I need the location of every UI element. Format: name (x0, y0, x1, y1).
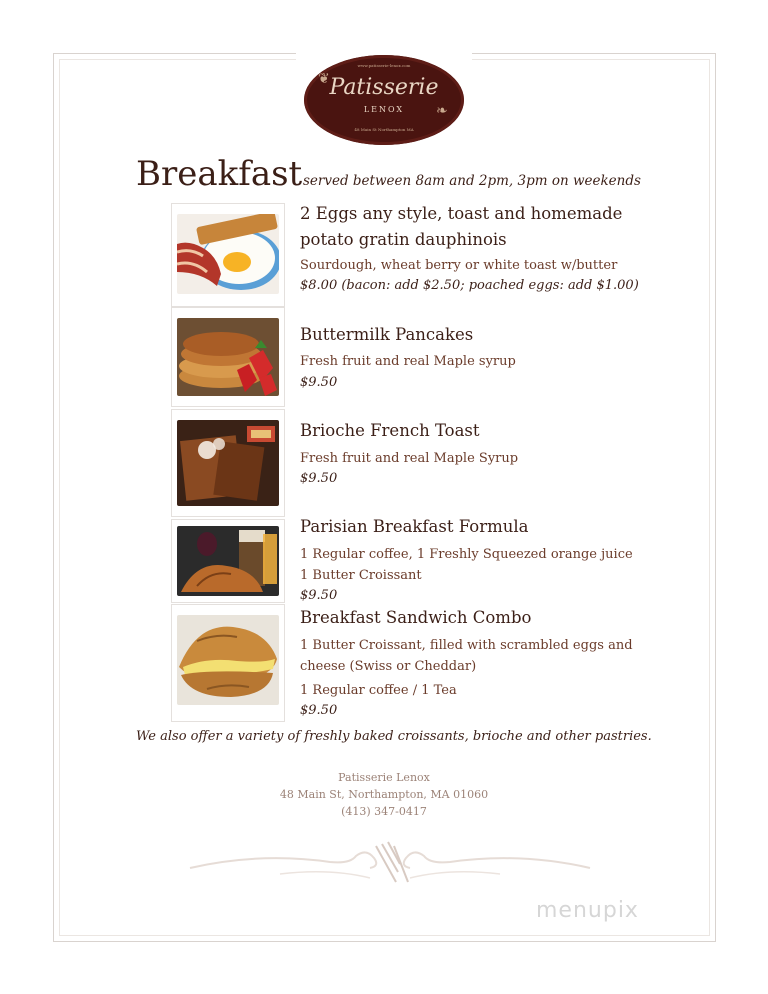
item-price: $8.00 (bacon: add $2.50; poached eggs: add $1.00) (300, 278, 639, 293)
logo-top-text: www.patisserie-lenox.com (357, 63, 411, 68)
item-name: Brioche French Toast (300, 421, 480, 440)
page-title: Breakfast (136, 154, 303, 194)
pastries-note: We also offer a variety of freshly baked croissants, brioche and other pastries. (136, 729, 652, 744)
item-price: $9.50 (300, 703, 338, 718)
french-toast-photo (171, 409, 285, 517)
patisserie-logo (304, 55, 464, 145)
item-description: cheese (Swiss or Cheddar) (300, 659, 477, 674)
item-name: Parisian Breakfast Formula (300, 517, 529, 536)
item-price: $9.50 (300, 375, 338, 390)
page-subtitle: served between 8am and 2pm, 3pm on weekends (303, 173, 641, 189)
croissant-coffee-image (177, 526, 279, 596)
eggs-bacon-image (177, 214, 279, 294)
item-description: 1 Regular coffee / 1 Tea (300, 683, 457, 698)
item-description: Sourdough, wheat berry or white toast w/butter (300, 258, 618, 273)
croissant-coffee-photo (171, 519, 285, 603)
french-toast-image (177, 420, 279, 506)
pancakes-photo (171, 307, 285, 407)
item-description: 1 Butter Croissant, filled with scrambled eggs and (300, 638, 633, 653)
item-price: $9.50 (300, 588, 338, 603)
item-description: 1 Regular coffee, 1 Freshly Squeezed orange juice (300, 547, 633, 562)
item-description: Fresh fruit and real Maple Syrup (300, 451, 519, 466)
croissant-sandwich-photo (171, 604, 285, 722)
item-name: 2 Eggs any style, toast and homemade (300, 204, 623, 223)
footer-address: 48 Main St, Northampton, MA 01060 (279, 788, 489, 801)
eggs-bacon-photo (171, 203, 285, 307)
footer-phone: (413) 347-0417 (341, 805, 427, 818)
footer-business-name: Patisserie Lenox (338, 771, 430, 784)
logo-bottom-text: 48 Main St Northampton MA (354, 127, 414, 132)
item-name: Breakfast Sandwich Combo (300, 608, 532, 627)
item-price: $9.50 (300, 471, 338, 486)
item-description: 1 Butter Croissant (300, 568, 422, 583)
logo-subname: LENOX (363, 105, 405, 114)
croissant-sandwich-image (177, 615, 279, 705)
pancakes-image (177, 318, 279, 396)
item-name: Buttermilk Pancakes (300, 325, 474, 344)
item-description: Fresh fruit and real Maple syrup (300, 354, 516, 369)
flourish-icon: ❦ (318, 71, 330, 87)
menupix-watermark: menupix (536, 898, 639, 923)
item-name: potato gratin dauphinois (300, 230, 507, 249)
logo-name: Patisserie (329, 75, 439, 100)
flourish-icon: ❧ (436, 103, 448, 119)
fork-flourish-ornament (180, 838, 600, 888)
